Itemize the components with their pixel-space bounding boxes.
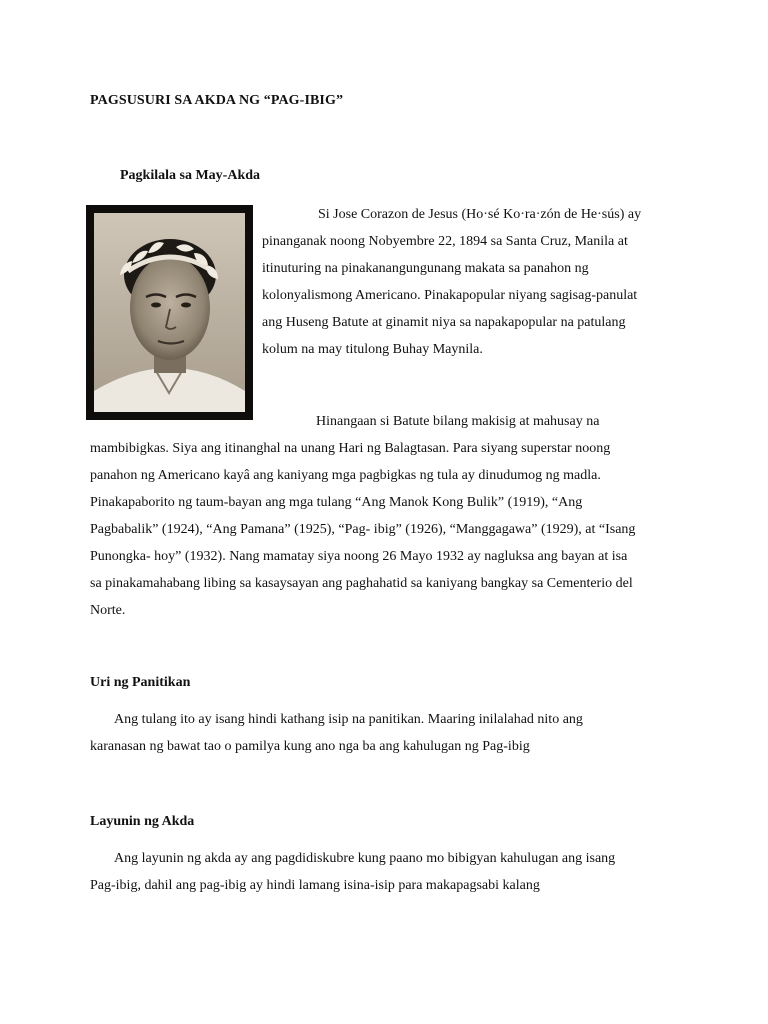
portrait-image bbox=[94, 213, 245, 412]
text-line: Pinakapaborito ng taum-bayan ang mga tulang “Ang Manok Kong Bulik” (1919), “Ang bbox=[90, 495, 583, 510]
text-line: Pag-ibig, dahil ang pag-ibig ay hindi lamang isina-isip para makapagsabi kalang bbox=[90, 878, 540, 893]
text-line: panahon ng Americano kayâ ang kaniyang mga pagbigkas ng tula ay dinudumog ng madla. bbox=[90, 468, 601, 483]
text-line: kolum na may titulong Buhay Maynila. bbox=[262, 342, 483, 357]
text-line: Ang tulang ito ay isang hindi kathang isip na panitikan. Maaring inilalahad nito ang bbox=[114, 712, 583, 727]
text-line: Norte. bbox=[90, 603, 126, 618]
author-photo bbox=[86, 205, 253, 420]
author-paragraph-1 bbox=[262, 201, 692, 363]
text-line: karanasan ng bawat tao o pamilya kung ano nga ba ang kahulugan ng Pag-ibig bbox=[90, 739, 530, 754]
text-line: Hinangaan si Batute bilang makisig at mahusay na bbox=[316, 414, 600, 429]
uri-heading: Uri ng Panitikan bbox=[90, 675, 191, 690]
text-line: Pagbabalik” (1924), “Ang Pamana” (1925), “Pag- ibig” (1926), “Manggagawa” (1929), at “Isang bbox=[90, 522, 636, 537]
text-line: Punongka- hoy” (1932). Nang mamatay siya noong 26 Mayo 1932 ay nagluksa ang bayan at isa bbox=[90, 549, 628, 564]
uri-paragraph bbox=[90, 706, 690, 760]
text-line: Ang layunin ng akda ay ang pagdidiskubre kung paano mo bibigyan kahulugan ang isang bbox=[114, 851, 616, 866]
text-line: ang Huseng Batute at ginamit niya sa napakapopular na patulang bbox=[262, 315, 626, 330]
author-paragraph-2 bbox=[90, 408, 690, 624]
layunin-heading: Layunin ng Akda bbox=[90, 814, 195, 829]
layunin-paragraph bbox=[90, 845, 690, 899]
text-line: mambibigkas. Siya ang itinanghal na unang Hari ng Balagtasan. Para siyang superstar noong bbox=[90, 441, 611, 456]
page-title: PAGSUSURI SA AKDA NG “PAG-IBIG” bbox=[90, 93, 344, 108]
text-line: pinanganak noong Nobyembre 22, 1894 sa Santa Cruz, Manila at bbox=[262, 234, 628, 249]
text-line: sa pinakamahabang libing sa kasaysayan ang paghahatid sa kaniyang bangkay sa Cementerio del bbox=[90, 576, 633, 591]
text-line: Si Jose Corazon de Jesus (Ho·sé Ko·ra·zón de He·sús) ay bbox=[318, 207, 642, 222]
text-line: itinuturing na pinakanangungunang makata sa panahon ng bbox=[262, 261, 589, 276]
author-heading: Pagkilala sa May-Akda bbox=[120, 168, 261, 183]
text-line: kolonyalismong Americano. Pinakapopular niyang sagisag-panulat bbox=[262, 288, 638, 303]
